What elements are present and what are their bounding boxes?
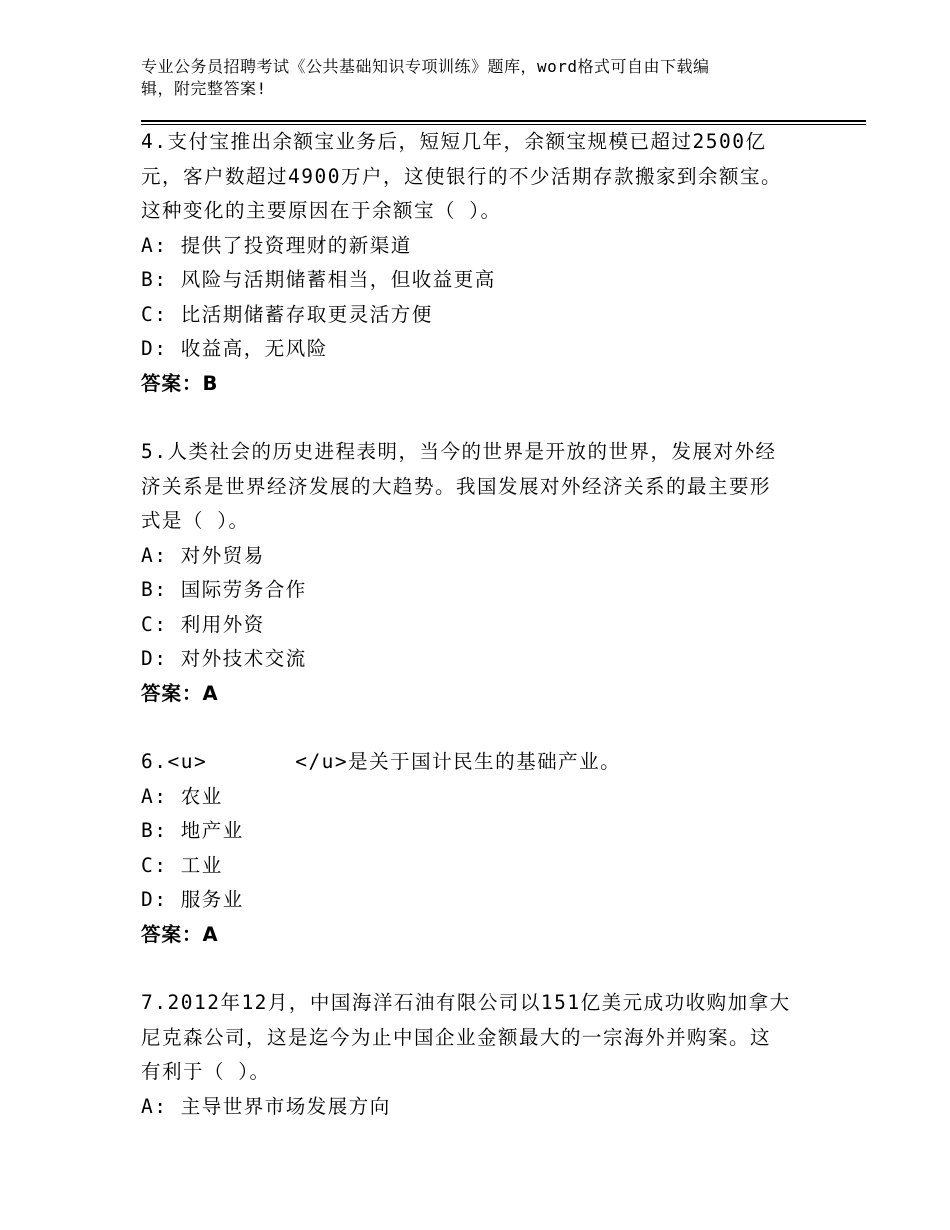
option-c: C: 利用外资 bbox=[141, 612, 265, 636]
question-7 bbox=[141, 986, 821, 1124]
question-stem-line: 元，客户数超过4900万户，这使银行的不少活期存款搬家到余额宝。 bbox=[141, 164, 782, 188]
option-a: A: 主导世界市场发展方向 bbox=[141, 1094, 391, 1118]
header-divider-thick bbox=[141, 120, 866, 122]
option-a: A: 对外贸易 bbox=[141, 543, 265, 567]
option-b: B: 国际劳务合作 bbox=[141, 578, 307, 601]
option-a: A: 提供了投资理财的新渠道 bbox=[141, 233, 412, 257]
option-d: D: 对外技术交流 bbox=[141, 647, 307, 670]
document-header bbox=[141, 56, 801, 100]
question-stem-line: 5.人类社会的历史进程表明，当今的世界是开放的世界，发展对外经 bbox=[141, 440, 777, 463]
stem-prefix: 6.<u> bbox=[141, 750, 208, 773]
option-a: A: 农业 bbox=[141, 784, 223, 808]
stem-suffix: </u>是关于国计民生的基础产业。 bbox=[295, 750, 622, 773]
header-line-1: 专业公务员招聘考试《公共基础知识专项训练》题库，word格式可自由下载编 bbox=[141, 57, 710, 76]
question-stem-line: 4.支付宝推出余额宝业务后，短短几年，余额宝规模已超过2500亿 bbox=[141, 130, 767, 153]
option-b: B: 地产业 bbox=[141, 819, 244, 842]
header-line-2: 辑，附完整答案! bbox=[141, 79, 267, 98]
question-stem-line: 式是（ ）。 bbox=[141, 509, 250, 532]
question-6 bbox=[141, 745, 821, 952]
question-5 bbox=[141, 435, 821, 711]
answer-line: 答案：A bbox=[141, 922, 219, 946]
option-c: C: 比活期储蓄存取更灵活方便 bbox=[141, 302, 433, 326]
question-stem-line bbox=[141, 745, 821, 780]
answer-line: 答案：A bbox=[141, 681, 219, 705]
question-stem-line: 尼克森公司，这是迄今为止中国企业金额最大的一宗海外并购案。这 bbox=[141, 1025, 772, 1049]
option-b: B: 风险与活期储蓄相当，但收益更高 bbox=[141, 268, 496, 291]
option-d: D: 服务业 bbox=[141, 888, 244, 911]
question-stem-line: 有利于（ ）。 bbox=[141, 1060, 271, 1083]
question-stem-line: 这种变化的主要原因在于余额宝（ ）。 bbox=[141, 199, 502, 222]
option-c: C: 工业 bbox=[141, 853, 223, 877]
question-stem-line: 7.2012年12月，中国海洋石油有限公司以151亿美元成功收购加拿大 bbox=[141, 991, 791, 1014]
question-stem-line: 济关系是世界经济发展的大趋势。我国发展对外经济关系的最主要形 bbox=[141, 474, 772, 498]
option-d: D: 收益高，无风险 bbox=[141, 337, 328, 360]
answer-line: 答案：B bbox=[141, 371, 219, 395]
question-list bbox=[141, 125, 821, 1124]
question-4 bbox=[141, 125, 821, 401]
